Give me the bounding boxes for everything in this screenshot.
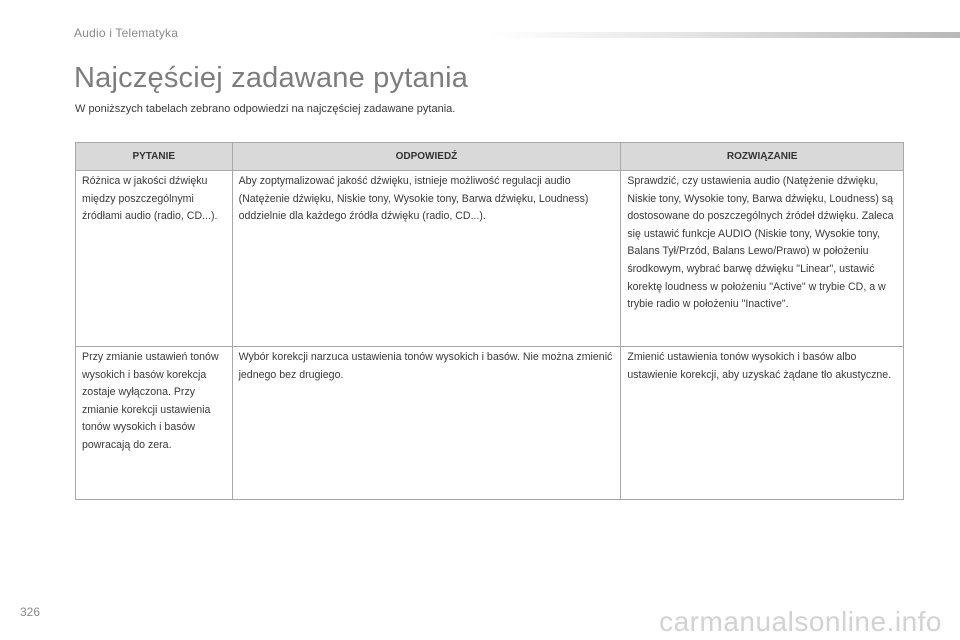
header-gradient-bar — [490, 32, 960, 38]
table-header-row — [76, 143, 904, 171]
table-row — [76, 171, 904, 347]
faq-table — [75, 142, 904, 500]
section-label: Audio i Telematyka — [74, 26, 179, 40]
table-row — [76, 347, 904, 500]
question-cell: Przy zmianie ustawień tonów wysokich i basów korekcja zostaje wyłączona. Przy zmianie korekcji ustawienia tonów wysokich i basów powracają do zera. — [76, 347, 233, 500]
watermark: carmanualsonline.info — [659, 606, 942, 637]
column-header-answer: ODPOWIEDŹ — [232, 143, 621, 171]
intro-text: W poniższych tabelach zebrano odpowiedzi na najczęściej zadawane pytania. — [75, 103, 456, 115]
question-cell: Różnica w jakości dźwięku między poszczególnymi źródłami audio (radio, CD...). — [76, 171, 233, 347]
answer-cell: Aby zoptymalizować jakość dźwięku, istnieje możliwość regulacji audio (Natężenie dźwięku, Niskie tony, Wysokie tony, Barwa dźwięku, Loudness) oddzielnie dla każdego źródła dźwięku (radio, CD...). — [232, 171, 621, 347]
column-header-question: PYTANIE — [76, 143, 233, 171]
page-number: 326 — [20, 605, 41, 619]
column-header-solution: ROZWIĄZANIE — [621, 143, 904, 171]
answer-cell: Wybór korekcji narzuca ustawienia tonów wysokich i basów. Nie można zmienić jednego bez drugiego. — [232, 347, 621, 500]
solution-cell: Sprawdzić, czy ustawienia audio (Natężenie dźwięku, Niskie tony, Wysokie tony, Barwa dźwięku, Loudness) są dostosowane do poszczególnych źródeł dźwięku. Zaleca się ustawić funkcje AUDIO (Niskie tony, Wysokie tony, Balans Tył/Przód, Balans Lewo/Prawo) w położeniu środkowym, wybrać barwę dźwięku "Linear", ustawić korektę loudness w położeniu "Active" w trybie CD, a w trybie radio w położeniu "Inactive". — [621, 171, 904, 347]
solution-cell: Zmienić ustawienia tonów wysokich i basów albo ustawienie korekcji, aby uzyskać żądane tło akustyczne. — [621, 347, 904, 500]
page-title: Najczęściej zadawane pytania — [74, 62, 469, 94]
